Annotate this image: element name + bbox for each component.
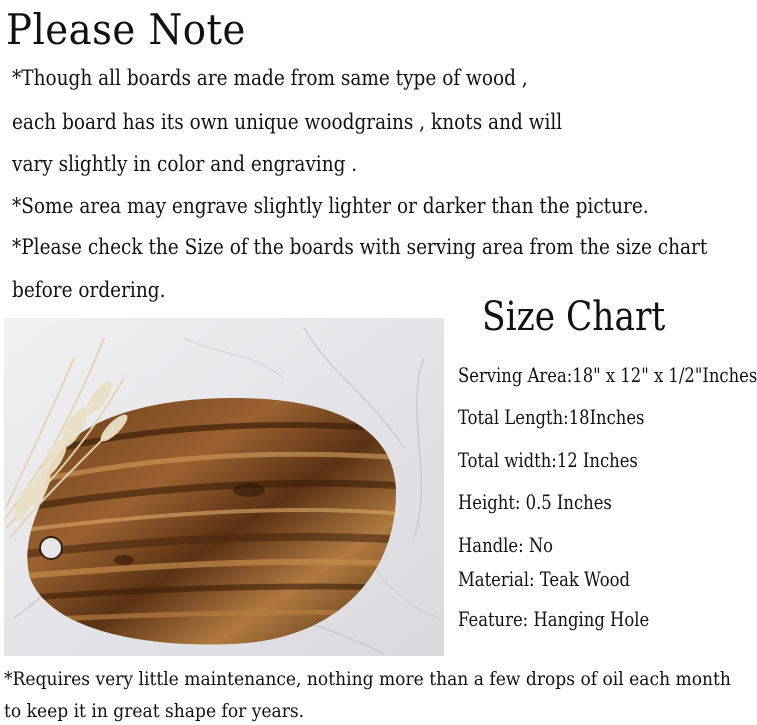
note-line-2: each board has its own unique woodgrains , knots and will bbox=[12, 110, 563, 134]
note-line-1: *Though all boards are made from same type of wood , bbox=[12, 66, 528, 90]
spec-handle: Handle: No bbox=[458, 533, 554, 557]
note-line-6: before ordering. bbox=[12, 278, 166, 302]
cutting-board-photo bbox=[4, 318, 444, 656]
page-title: Please Note bbox=[6, 5, 246, 54]
spec-feature: Feature: Hanging Hole bbox=[458, 607, 650, 631]
spec-height: Height: 0.5 Inches bbox=[458, 490, 612, 514]
footer-line-2: to keep it in great shape for years. bbox=[4, 700, 305, 722]
size-chart-title: Size Chart bbox=[482, 294, 666, 340]
spec-material: Material: Teak Wood bbox=[458, 567, 631, 591]
note-line-3: vary slightly in color and engraving . bbox=[12, 152, 358, 176]
spec-total-width: Total width:12 Inches bbox=[458, 448, 638, 472]
note-line-4: *Some area may engrave slightly lighter or darker than the picture. bbox=[12, 194, 649, 218]
spec-total-length: Total Length:18Inches bbox=[458, 405, 645, 429]
note-line-5: *Please check the Size of the boards with serving area from the size chart bbox=[12, 235, 708, 259]
footer-line-1: *Requires very little maintenance, nothing more than a few drops of oil each month bbox=[4, 668, 731, 690]
spec-serving-area: Serving Area:18" x 12" x 1/2"Inches bbox=[458, 363, 757, 387]
